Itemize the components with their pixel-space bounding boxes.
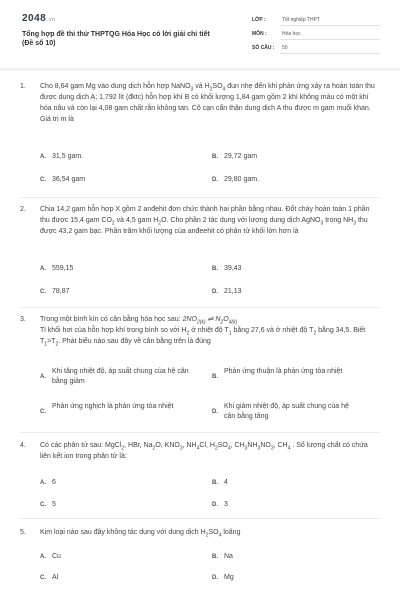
question-number: 2. bbox=[20, 206, 26, 213]
question-number: 1. bbox=[20, 83, 26, 90]
meta-class-label: LỚP : bbox=[252, 17, 266, 23]
question-text: Trong một bình kín có cân bằng hóa học sau: $2NO_{2(k)}$ ⇌ $N_2O_{4(k)}$ Tỉ khối hơi của hỗn hợp khí trong bình so với $H_2$ ở nhiệt độ $T_1$ bằng 27,6 và ở nhiệt độ $T_2$ bằng 34,5. Biết $T_1>T_2$. Phát biểu nào sau đây về cân bằng trên là đúng bbox=[40, 316, 366, 348]
meta-class-value: Tốt nghiệp THPT bbox=[282, 17, 320, 23]
page-header bbox=[0, 0, 400, 62]
question-2: 2. Chia 14,2 gam hỗn hợp X gồm 2 anđehit đơn chức thành hai phần bằng nhau. Đốt cháy hoàn toàn 1 phần thu được 15,4 gam $CO_2$ và 4,5 gam $H_2O$. Cho phần 2 tác dụng với lượng dung dịch AgNO$_3$ trong $NH_3$ thu được 43,2 gam bạc. Phần trăm khối lượng của anđeehit có phân tử khối lớn hơn là A. 559,15 B. 39,43 C. 78,87 D. 21,13 bbox=[20, 204, 380, 314]
question-text: Cho 8,64 gam Mg vào dung dịch hỗn hợp NaNO$_3$ và $H_2SO_4$ đun nhẹ đến khi phản ứng xảy ra hoàn toàn thu được dung dịch A; 1,792 lít (đktc) hỗn hợp khí B có khối lượng 1,84 gam gồm 2 khí không màu có một khí hóa nâu và còn lại 4,08 gam chất rắn không tan. Cô cạn cẩn thận dung dịch A thu được m gam muối khan. Giá trị m là bbox=[40, 83, 375, 123]
question-1: 1. Cho 8,64 gam Mg vào dung dịch hỗn hợp NaNO$_3$ và $H_2SO_4$ đun nhẹ đến khi phản ứng xảy ra hoàn toàn thu được dung dịch A; 1,792 lít (đktc) hỗn hợp khí B có khối lượng 1,84 gam gồm 2 khí không màu có một khí hóa nâu và còn lại 4,08 gam chất rắn không tan. Cô cạn cẩn thận dung dịch A thu được m gam muối khan. Giá trị m là A. 31,5 gam. B. 29,72 gam C. 36,54 gam D. 29,80 gam. bbox=[20, 81, 380, 203]
question-3: 3. Trong một bình kín có cân bằng hóa học sau: $2NO_{2(k)}$ ⇌ $N_2O_{4(k)}$ Tỉ khối hơi của hỗn hợp khí trong bình so với $H_2$ ở nhiệt độ $T_1$ bằng 27,6 và ở nhiệt độ $T_2$ bằng 34,5. Biết $T_1>T_2$. Phát biểu nào sau đây về cân bằng trên là đúng A. Khi tăng nhiệt độ, áp suất chung của hệ cân bằng giảm B. Phản ứng thuận là phản ứng tỏa nhiệt C. Phản ứng nghịch là phản ứng tỏa nhiệt D. Khi giảm nhiệt độ, áp suất chung của hệ cân bằng tăng bbox=[20, 314, 380, 438]
question-text: Có các phân tử sau: MgCl$_2$, HBr, $Na_2O$, $KNO_3$, $NH_4Cl$, $H_2SO_4$, $CH_3NH_3NO_3$, $CH_4$ . Số lượng chất có chứa liên kết ion trong phân tử là: bbox=[40, 442, 368, 460]
exam-title: Tổng hợp đề thi thử THPTQG Hóa Học có lời giải chi tiết (Đề số 10) bbox=[22, 31, 210, 47]
meta-count-value: 50 bbox=[282, 45, 288, 51]
question-text: Chia 14,2 gam hỗn hợp X gồm 2 anđehit đơn chức thành hai phần bằng nhau. Đốt cháy hoàn toàn 1 phần thu được 15,4 gam $CO_2$ và 4,5 gam $H_2O$. Cho phần 2 tác dụng với lượng dung dịch AgNO$_3$ trong $NH_3$ thu được 43,2 gam bạc. Phần trăm khối lượng của anđeehit có phân tử khối lớn hơn là bbox=[40, 206, 370, 235]
question-text: Kim loại nào sau đây không tác dụng với dung dịch $H_2SO_4$ loãng bbox=[40, 529, 241, 539]
question-4: 4. Có các phân tử sau: MgCl$_2$, HBr, $Na_2O$, $KNO_3$, $NH_4Cl$, $H_2SO_4$, $CH_3NH_3NO_3$, $CH_4$ . Số lượng chất có chứa liên kết ion trong phân tử là: A. 6 B. 4 C. 5 D. 3 bbox=[20, 440, 380, 520]
meta-subject-label: MÔN : bbox=[252, 31, 267, 37]
question-number: 5. bbox=[20, 529, 26, 536]
question-5: 5. Kim loại nào sau đây không tác dụng với dung dịch $H_2SO_4$ loãng A. Cu B. Na C. Al D. Mg bbox=[20, 527, 380, 597]
site-logo[interactable]: 2048.vn bbox=[22, 13, 56, 24]
question-number: 4. bbox=[20, 442, 26, 449]
meta-subject-value: Hóa học bbox=[282, 31, 301, 37]
question-number: 3. bbox=[20, 316, 26, 323]
meta-count-label: SỐ CÂU : bbox=[252, 45, 275, 51]
header-divider bbox=[0, 68, 400, 71]
